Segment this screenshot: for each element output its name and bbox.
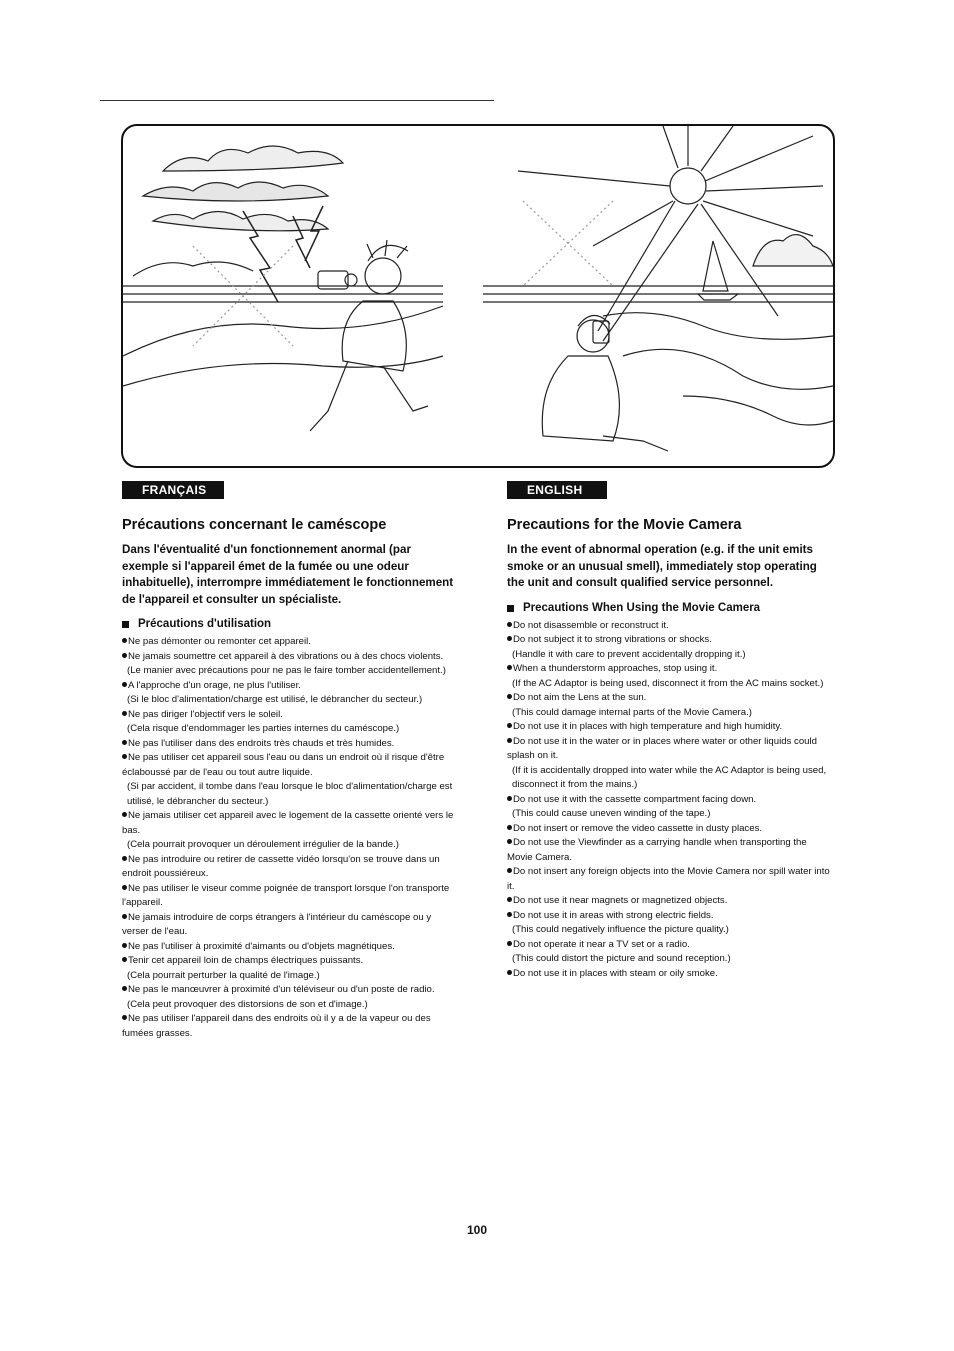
illustration-panel (121, 124, 835, 468)
bullet-icon (122, 914, 127, 919)
item-text: Ne jamais utiliser cet appareil avec le logement de la cassette orienté vers le bas. (122, 810, 454, 836)
item-text: Tenir cet appareil loin de champs électriques puissants. (128, 955, 364, 966)
english-precaution-list (507, 619, 832, 982)
item-text: Do not use the Viewfinder as a carrying handle when transporting the Movie Camera. (507, 837, 807, 863)
list-item (122, 911, 458, 940)
bullet-icon (507, 694, 512, 699)
english-section-heading-text: Precautions When Using the Movie Camera (523, 601, 761, 614)
bullet-icon (122, 638, 127, 643)
english-column (507, 481, 832, 981)
list-item (122, 940, 458, 955)
bullet-icon (122, 740, 127, 745)
list-item (507, 691, 832, 720)
item-text: Do not insert any foreign objects into the Movie Camera nor spill water into it. (507, 866, 830, 892)
item-note: (Cela pourrait perturber la qualité de l'image.) (127, 969, 320, 981)
thunderstorm-scene (123, 146, 443, 431)
french-title: Précautions concernant le caméscope (122, 517, 387, 533)
bullet-icon (507, 839, 512, 844)
item-text: Ne pas utiliser le viseur comme poignée de transport lorsque l'on transporte l'appareil. (122, 882, 450, 908)
list-item (507, 619, 832, 634)
list-item (122, 751, 458, 809)
item-note: (Cela peut provoquer des distorsions de son et d'image.) (127, 998, 368, 1010)
bullet-icon (122, 812, 127, 817)
bullet-icon (507, 970, 512, 975)
list-item (507, 793, 832, 822)
list-item (122, 708, 458, 737)
list-item (122, 882, 458, 911)
item-text: Do not use it in areas with strong electric fields. (513, 909, 714, 921)
item-text: When a thunderstorm approaches, stop using it. (513, 663, 718, 674)
item-text: Ne pas démonter ou remonter cet appareil. (128, 636, 311, 647)
item-text: Do not aim the Lens at the sun. (513, 692, 647, 703)
bullet-icon (122, 957, 127, 962)
item-note: (Si par accident, il tombe dans l'eau lorsque le bloc d'alimentation/charge est utilisé, le débrancher du secteur.) (127, 781, 453, 807)
item-text: Do not use it in places with steam or oily smoke. (513, 967, 718, 979)
item-text: Do not use it in places with high temperature and high humidity. (513, 721, 783, 732)
list-item (507, 662, 832, 691)
list-item (122, 853, 458, 882)
item-text: Ne pas l'utiliser à proximité d'aimants ou d'objets magnétiques. (128, 940, 395, 952)
bullet-icon (122, 653, 127, 658)
bullet-icon (507, 868, 512, 873)
french-section-heading-text: Précautions d'utilisation (138, 618, 272, 630)
list-item (507, 909, 832, 938)
item-text: Do not insert or remove the video cassette in dusty places. (513, 822, 763, 834)
page-number: 100 (466, 1223, 488, 1237)
list-item (122, 679, 458, 708)
list-item (507, 633, 832, 662)
item-note: (If the AC Adaptor is being used, disconnect it from the AC mains socket.) (512, 677, 824, 689)
item-note: (This could damage internal parts of the Movie Camera.) (512, 706, 752, 718)
list-item (507, 822, 832, 837)
list-item (507, 735, 832, 793)
bullet-icon (507, 941, 512, 946)
list-item (122, 635, 458, 650)
list-item (507, 865, 832, 894)
item-note: (This could distort the picture and sound reception.) (512, 953, 731, 964)
list-item (122, 1012, 458, 1041)
bullet-icon (122, 856, 127, 861)
item-text: Do not use it with the cassette compartment facing down. (513, 793, 757, 805)
list-item (122, 650, 458, 679)
top-rule (100, 100, 494, 101)
bullet-icon (122, 885, 127, 890)
item-text: A l'approche d'un orage, ne plus l'utiliser. (128, 679, 301, 691)
bullet-icon (122, 986, 127, 991)
item-note: (Cela pourrait provoquer un déroulement irrégulier de la bande.) (127, 839, 399, 850)
item-text: Ne pas diriger l'objectif vers le soleil. (128, 708, 283, 720)
list-item (122, 954, 458, 983)
item-text: Ne jamais soumettre cet appareil à des vibrations ou à des chocs violents. (128, 650, 444, 662)
item-text: Ne pas le manœuvrer à proximité d'un téléviseur ou d'un poste de radio. (128, 984, 435, 995)
bullet-icon (507, 796, 512, 801)
language-tab-french: FRANÇAIS (122, 481, 224, 499)
square-bullet-icon (507, 605, 514, 612)
square-bullet-icon (122, 621, 129, 628)
item-note: (Le manier avec précautions pour ne pas le faire tomber accidentellement.) (127, 665, 446, 676)
french-column (122, 481, 458, 1041)
bullet-icon (122, 943, 127, 948)
bullet-icon (122, 682, 127, 687)
bullet-icon (122, 1015, 127, 1020)
item-text: Do not disassemble or reconstruct it. (513, 619, 669, 631)
item-note: (Handle it with care to prevent accidentally dropping it.) (512, 648, 746, 660)
bullet-icon (507, 738, 512, 743)
bullet-icon (507, 825, 512, 830)
list-item (507, 938, 832, 967)
item-text: Ne pas utiliser cet appareil sous l'eau ou dans un endroit où il risque d'être éclaboussé par de l'eau ou tout autre liquide. (122, 752, 445, 778)
list-item (507, 967, 832, 982)
bullet-icon (507, 912, 512, 917)
sun-scene (483, 126, 833, 451)
list-item (122, 809, 458, 853)
language-tab-english: ENGLISH (507, 481, 607, 499)
list-item (507, 836, 832, 865)
item-text: Ne jamais introduire de corps étrangers à l'intérieur du caméscope ou y verser de l'eau. (122, 911, 432, 937)
bullet-icon (507, 622, 512, 627)
illustration-drawing (123, 126, 833, 466)
list-item (507, 720, 832, 735)
item-text: Do not subject it to strong vibrations or shocks. (513, 634, 712, 645)
item-note: (If it is accidentally dropped into water while the AC Adaptor is being used, disconnect it from the mains.) (512, 764, 827, 790)
bullet-icon (507, 723, 512, 728)
english-warning: In the event of abnormal operation (e.g. if the unit emits smoke or an unusual smell), immediately stop operating the unit and consult qualified service personnel. (507, 543, 817, 589)
item-note: (This could cause uneven winding of the tape.) (512, 808, 711, 819)
list-item (507, 894, 832, 909)
bullet-icon (507, 665, 512, 670)
item-note: (This could negatively influence the picture quality.) (512, 924, 729, 935)
item-text: Ne pas l'utiliser dans des endroits très chauds et très humides. (128, 737, 395, 749)
item-text: Ne pas utiliser l'appareil dans des endroits où il y a de la vapeur ou des fumées grasses. (122, 1013, 431, 1039)
item-text: Do not use it in the water or in places where water or other liquids could splash on it. (507, 735, 817, 761)
french-section-heading (122, 617, 458, 632)
item-text: Ne pas introduire ou retirer de cassette vidéo lorsqu'on se trouve dans un endroit poussiéreux. (122, 853, 440, 879)
english-title: Precautions for the Movie Camera (507, 517, 742, 533)
french-precaution-list (122, 635, 458, 1041)
item-text: Do not use it near magnets or magnetized objects. (513, 895, 728, 906)
bullet-icon (122, 754, 127, 759)
item-note: (Cela risque d'endommager les parties internes du caméscope.) (127, 723, 400, 734)
item-text: Do not operate it near a TV set or a radio. (513, 938, 690, 950)
list-item (122, 983, 458, 1012)
list-item (122, 737, 458, 752)
bullet-icon (507, 897, 512, 902)
bullet-icon (122, 711, 127, 716)
english-section-heading (507, 601, 832, 616)
item-note: (Si le bloc d'alimentation/charge est utilisé, le débrancher du secteur.) (127, 694, 423, 705)
french-warning: Dans l'éventualité d'un fonctionnement anormal (par exemple si l'appareil émet de la fumée ou une odeur inhabituelle), interrompre immédiatement le fonctionnement de l'appareil et consulter un spécialiste. (122, 543, 454, 606)
bullet-icon (507, 636, 512, 641)
